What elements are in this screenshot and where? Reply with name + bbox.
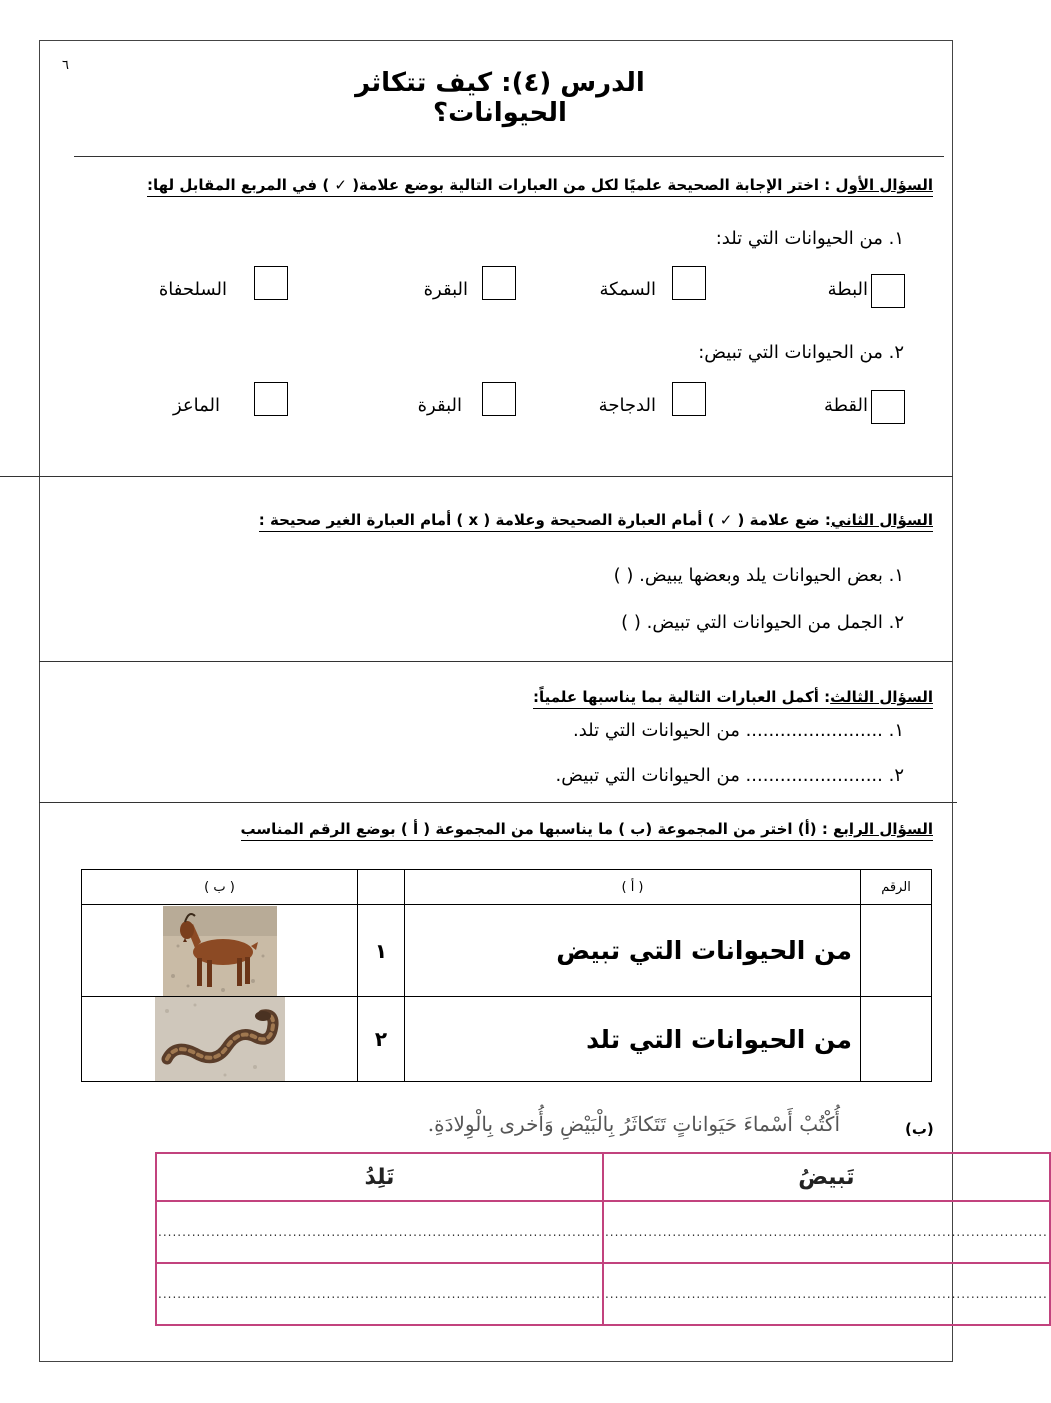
q3-item-2: ٢. ........................ من الحيوانات التي تبيض.: [555, 765, 904, 786]
page-number: ٦: [62, 58, 69, 73]
answer-cell-2[interactable]: [861, 997, 932, 1082]
checkbox-cow-2[interactable]: [482, 382, 516, 416]
option-duck: البطة: [827, 279, 868, 300]
checkbox-cat[interactable]: [871, 390, 905, 424]
goat-image-cell: [82, 905, 358, 997]
section-divider-3: [39, 802, 957, 803]
header-number: الرقم: [861, 870, 932, 905]
checkbox-turtle[interactable]: [254, 266, 288, 300]
blank-birth-1[interactable]: ............................................................................................: [156, 1201, 603, 1263]
snake-image: [155, 997, 285, 1081]
q1-item-2: ٢. من الحيوانات التي تبيض:: [698, 342, 904, 363]
q3-item-1: ١. ........................ من الحيوانات التي تلد.: [573, 720, 904, 741]
row-text-2: من الحيوانات التي تلد: [405, 997, 861, 1082]
header-lays-eggs: تَبيضُ: [603, 1153, 1050, 1201]
option-fish: السمكة: [599, 279, 656, 300]
q1-item-1: ١. من الحيوانات التي تلد:: [715, 228, 904, 249]
part-b-label: (ب): [905, 1120, 934, 1138]
page-title: الدرس (٤): كيف تتكاثر الحيوانات؟: [355, 68, 645, 128]
q2-item-1: ١. بعض الحيوانات يلد وبعضها يبيض. ( ): [613, 565, 904, 586]
row-number-1: ١: [358, 905, 405, 997]
checkbox-chicken[interactable]: [672, 382, 706, 416]
blank-birth-2[interactable]: ............................................................................................: [156, 1263, 603, 1325]
q4-text: : (أ) اختر من المجموعة (ب ) ما يناسبها من المجموعة ( أ ) بوضع الرقم المناسب: [240, 820, 834, 838]
option-cat: القطة: [823, 395, 868, 416]
header-group-a: ( أ ): [405, 870, 861, 905]
checkbox-fish[interactable]: [672, 266, 706, 300]
q2-text: : ضع علامة ( ✓ ) أمام العبارة الصحيحة وعلامة ( x ) أمام العبارة الغير صحيحة :: [258, 511, 831, 529]
header-gives-birth: تَلِدُ: [156, 1153, 603, 1201]
q3-header: [533, 688, 933, 706]
title-divider: [74, 156, 944, 157]
option-goats: الماعز: [172, 395, 220, 416]
q2-label: السؤال الثاني: [830, 511, 933, 529]
blank-lays-1[interactable]: ............................................................................................: [603, 1201, 1050, 1263]
row-number-2: ٢: [358, 997, 405, 1082]
q2-header: [259, 511, 933, 529]
checkbox-duck[interactable]: [871, 274, 905, 308]
q4-header: [241, 820, 933, 838]
checkbox-goats[interactable]: [254, 382, 288, 416]
answer-cell-1[interactable]: [861, 905, 932, 997]
q1-header: [147, 176, 933, 194]
checkbox-cow[interactable]: [482, 266, 516, 300]
option-cow: البقرة: [423, 279, 468, 300]
option-chicken: الدجاجة: [598, 395, 656, 416]
blank-lays-2[interactable]: ............................................................................................: [603, 1263, 1050, 1325]
q4-label: السؤال الرابع: [833, 820, 933, 838]
q1-label: السؤال الأول: [835, 176, 933, 194]
part-b-instruction: أُكْتُبْ أَسْماءَ حَيَواناتٍ تَتَكاثَرُ بِالْبَيْضِ وَأُخرى بِالْوِلادَةِ.: [427, 1112, 840, 1136]
header-group-b: ( ب ): [82, 870, 358, 905]
q3-text: : أكمل العبارات التالية بما يناسبها علمياً:: [532, 688, 831, 706]
section-divider-1: [0, 476, 953, 477]
q3-label: السؤال الثالث: [830, 688, 933, 706]
option-cow-2: البقرة: [417, 395, 462, 416]
snake-image-cell: [82, 997, 358, 1082]
option-turtle: السلحفاة: [158, 279, 227, 300]
matching-table: [81, 869, 932, 1082]
goat-image: [163, 906, 277, 996]
q1-text: : اختر الإجابة الصحيحة علميًا لكل من العبارات التالية بوضع علامة( ✓ ) في المربع المقابل لها:: [146, 176, 836, 194]
row-text-1: من الحيوانات التي تبيض: [405, 905, 861, 997]
header-blank: [358, 870, 405, 905]
q2-item-2: ٢. الجمل من الحيوانات التي تبيض. ( ): [621, 612, 904, 633]
lay-birth-table: [155, 1152, 1051, 1326]
section-divider-2: [39, 661, 953, 662]
